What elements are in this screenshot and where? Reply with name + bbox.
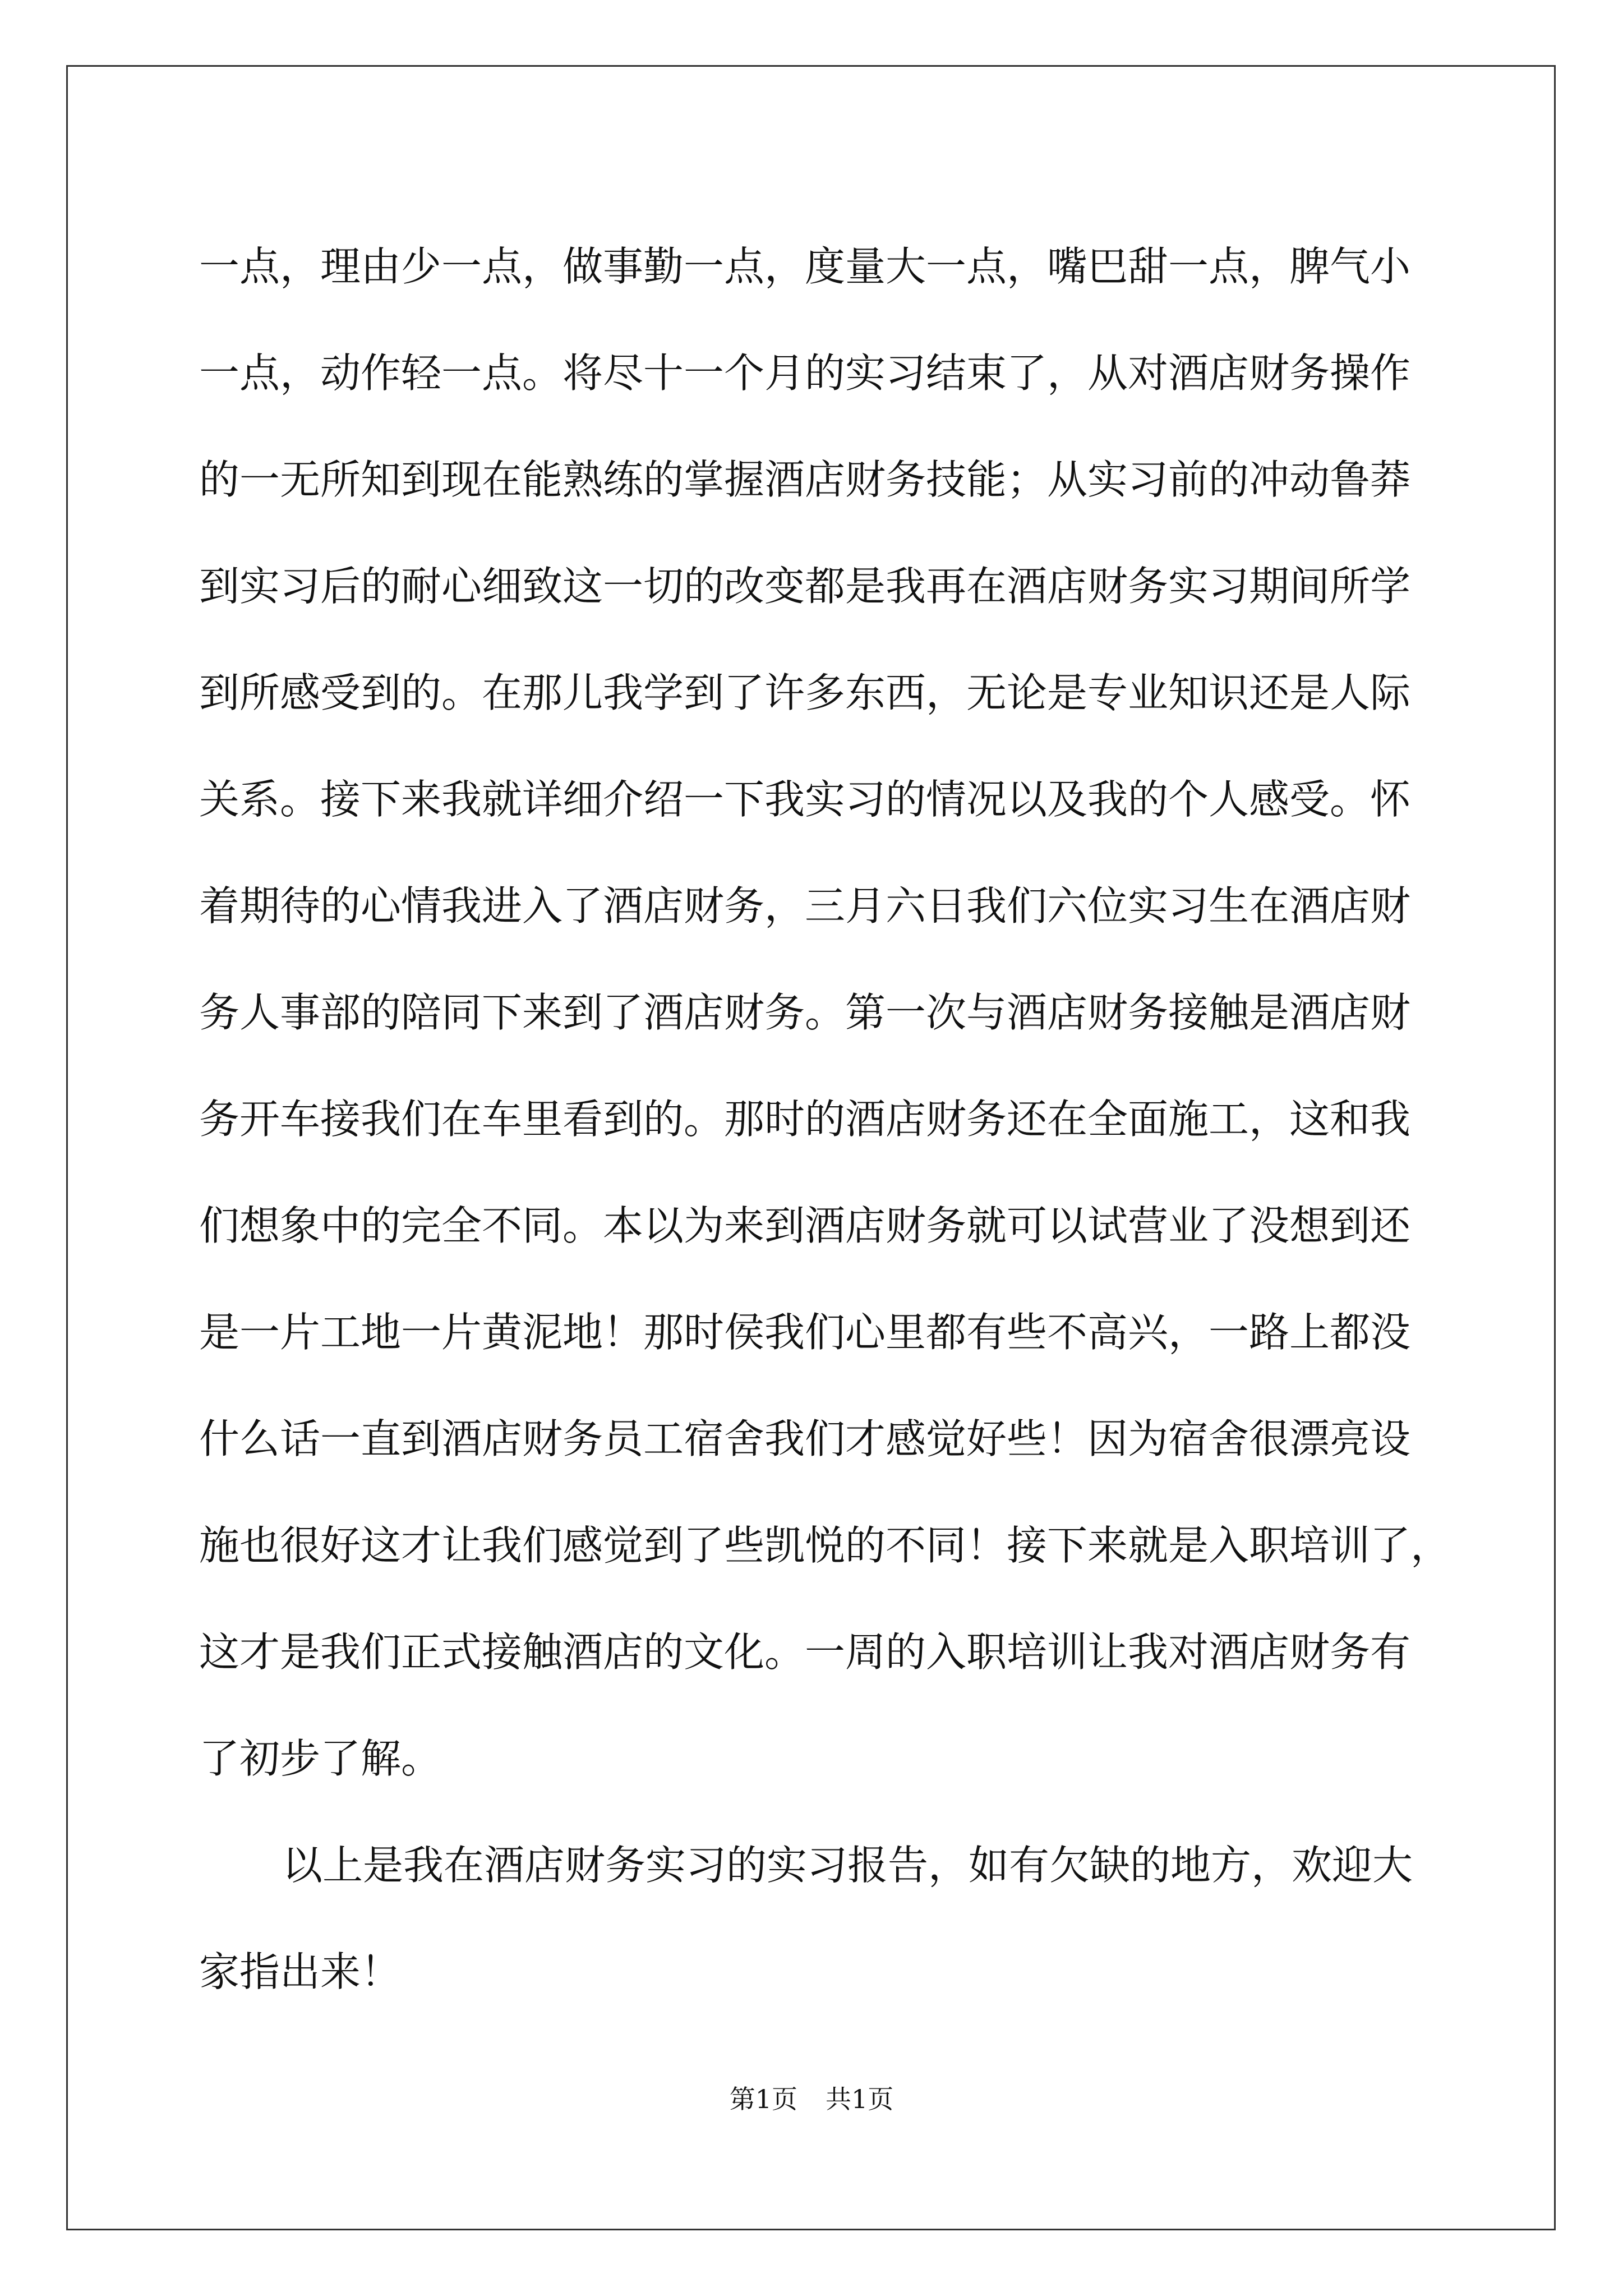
text-line: 一点，动作轻一点。将尽十一个月的实习结束了，从对酒店财务操作 [199, 349, 1411, 397]
text-line: 这才是我们正式接触酒店的文化。一周的入职培训让我对酒店财务有 [199, 1628, 1411, 1676]
text-line: 着期待的心情我进入了酒店财务，三月六日我们六位实习生在酒店财 [199, 882, 1411, 930]
text-line: 们想象中的完全不同。本以为来到酒店财务就可以试营业了没想到还 [199, 1202, 1411, 1249]
text-line: 到实习后的耐心细致这一切的改变都是我再在酒店财务实习期间所学 [199, 563, 1411, 610]
document-body [199, 213, 1451, 2025]
text-line: 务开车接我们在车里看到的。那时的酒店财务还在全面施工，这和我 [199, 1096, 1411, 1143]
page-total: 共1页 [826, 2084, 894, 2114]
page-number: 第1页 [729, 2084, 797, 2114]
text-line: 了初步了解。 [199, 1735, 442, 1782]
text-line: 什么话一直到酒店财务员工宿舍我们才感觉好些！因为宿舍很漂亮设 [199, 1415, 1411, 1462]
text-line: 的一无所知到现在能熟练的掌握酒店财务技能；从实习前的冲动鲁莽 [199, 456, 1411, 503]
text-line: 是一片工地一片黄泥地！那时侯我们心里都有些不高兴，一路上都没 [199, 1309, 1411, 1356]
text-line: 到所感受到的。在那儿我学到了许多东西，无论是专业知识还是人际 [199, 669, 1411, 716]
text-line: 施也很好这才让我们感觉到了些凯悦的不同！接下来就是入职培训了， [199, 1522, 1451, 1569]
text-line: 家指出来！ [199, 1948, 402, 1995]
page-footer [0, 2082, 1623, 2116]
text-line: 一点，理由少一点，做事勤一点，度量大一点，嘴巴甜一点，脾气小 [199, 243, 1411, 290]
text-line: 关系。接下来我就详细介绍一下我实习的情况以及我的个人感受。怀 [199, 776, 1411, 823]
text-line: 务人事部的陪同下来到了酒店财务。第一次与酒店财务接触是酒店财 [199, 989, 1411, 1036]
paragraph-start-line: 以上是我在酒店财务实习的实习报告，如有欠缺的地方，欢迎大 [282, 1842, 1413, 1889]
